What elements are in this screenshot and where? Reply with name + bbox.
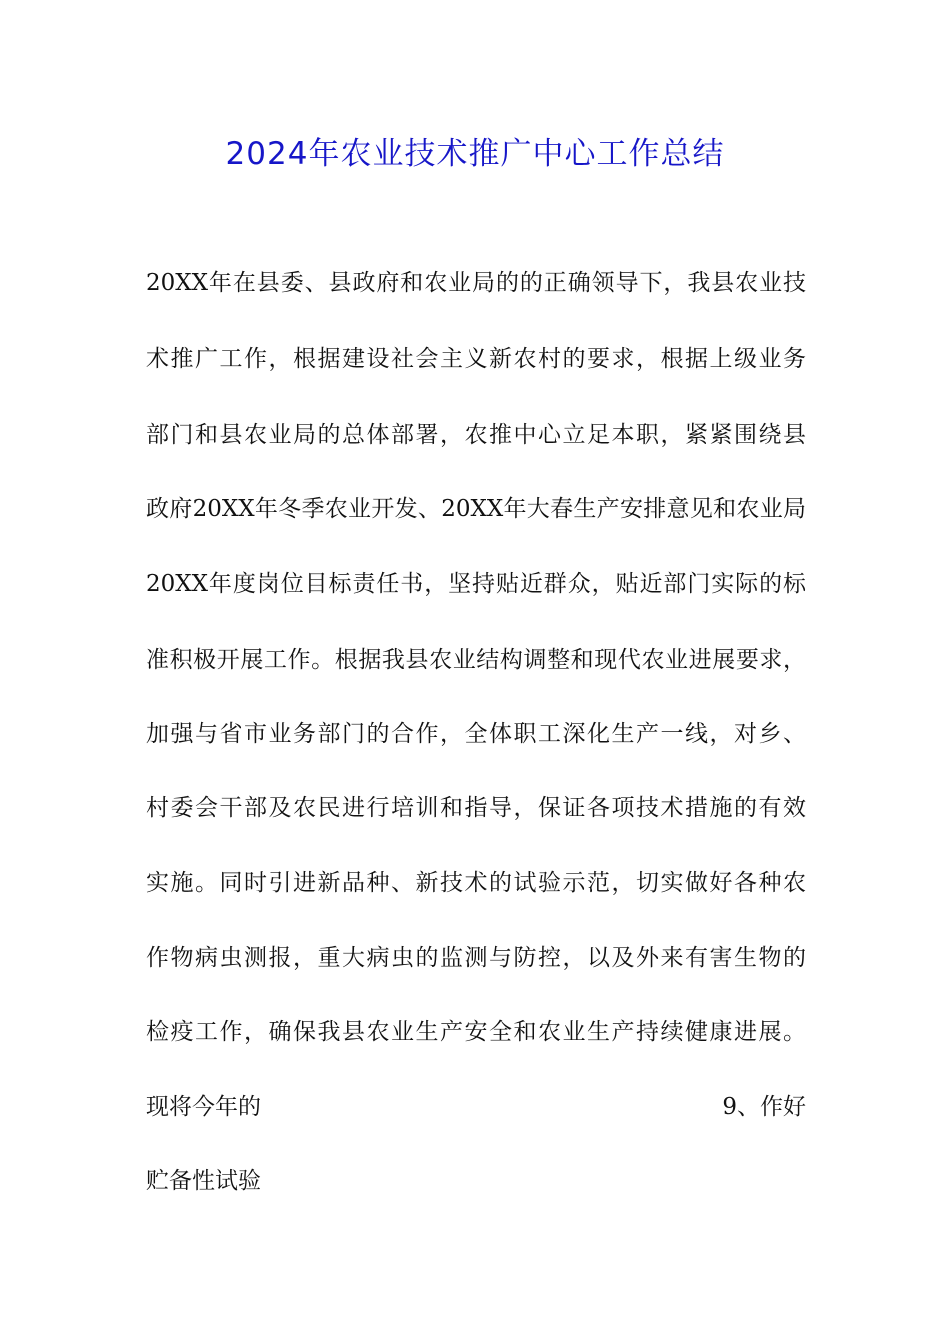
body-line: 20XX年度岗位目标责任书，坚持贴近群众，贴近部门实际的标 (146, 571, 806, 597)
last-line: 贮备性试验 (146, 1168, 261, 1194)
body-line: 政府20XX年冬季农业开发、20XX年大春生产安排意见和农业局 (146, 496, 806, 522)
split-line-right: 9、作好 (722, 1094, 806, 1120)
page-title: 2024年农业技术推广中心工作总结 (225, 136, 725, 172)
body-line: 准积极开展工作。根据我县农业结构调整和现代农业进展要求， (146, 647, 806, 673)
body-line: 术推广工作，根据建设社会主义新农村的要求，根据上级业务 (146, 346, 806, 372)
split-line-left: 现将今年的 (146, 1094, 261, 1120)
body-line: 检疫工作，确保我县农业生产安全和农业生产持续健康进展。 (146, 1019, 806, 1045)
body-line: 加强与省市业务部门的合作，全体职工深化生产一线，对乡、 (146, 721, 806, 747)
split-line (146, 1092, 806, 1122)
body-line: 村委会干部及农民进行培训和指导，保证各项技术措施的有效 (146, 795, 806, 821)
body-line: 20XX年在县委、县政府和农业局的的正确领导下，我县农业技 (146, 270, 806, 296)
body-line: 作物病虫测报，重大病虫的监测与防控，以及外来有害生物的 (146, 945, 806, 971)
body-line: 部门和县农业局的总体部署，农推中心立足本职，紧紧围绕县 (146, 422, 806, 448)
body-line: 实施。同时引进新品种、新技术的试验示范，切实做好各种农 (146, 870, 806, 896)
